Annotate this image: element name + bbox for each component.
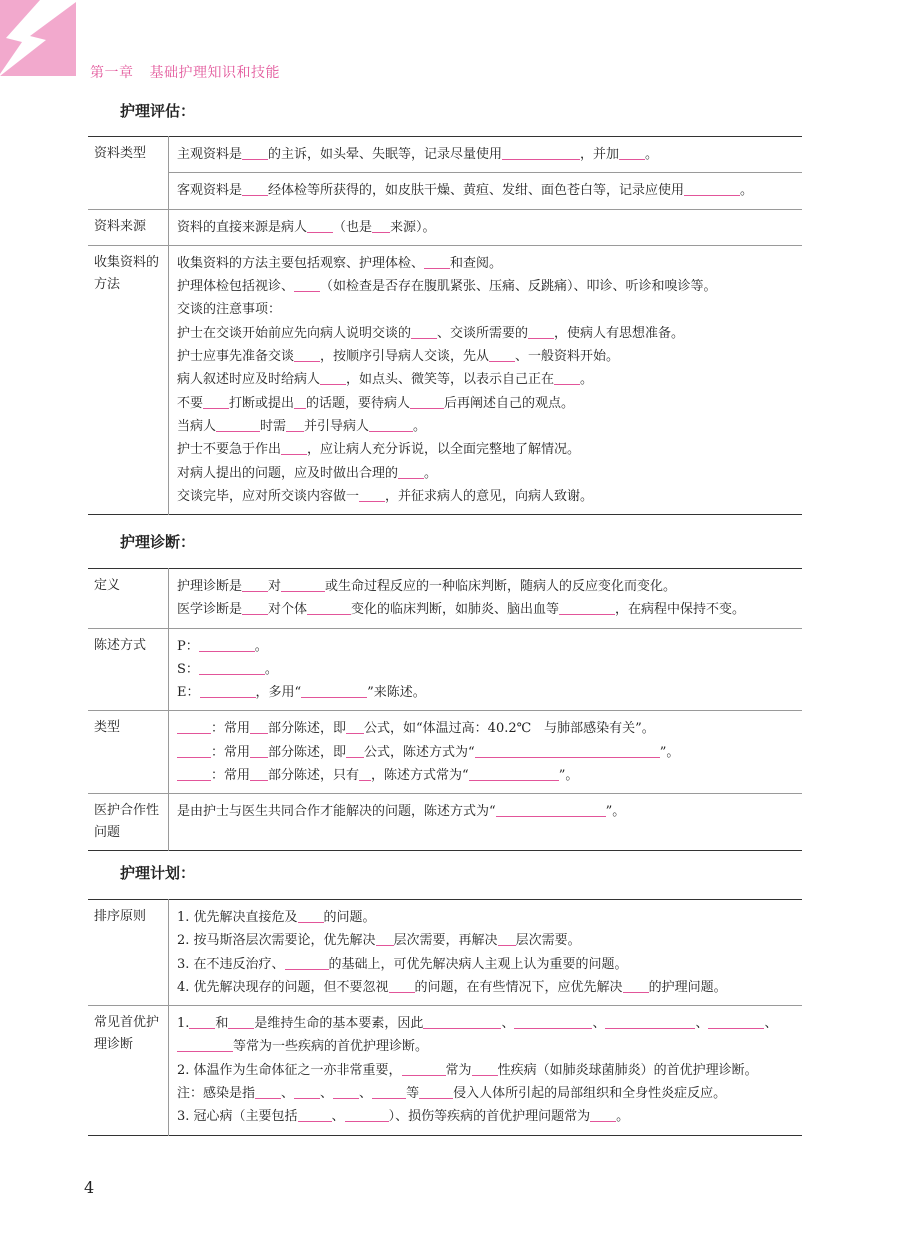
fill-in-blank[interactable] [423, 1013, 501, 1029]
fill-in-blank[interactable] [285, 954, 329, 970]
fill-in-blank[interactable] [199, 659, 265, 675]
fill-in-blank[interactable] [708, 1013, 764, 1029]
fill-in-blank[interactable] [475, 742, 660, 758]
text-line: 1. 优先解决直接危及 的问题。 [177, 906, 794, 929]
row-label: 常见首优护理诊断 [88, 1006, 169, 1135]
row-label: 陈述方式 [88, 628, 169, 711]
fill-in-blank[interactable] [294, 346, 320, 362]
text-line: 护理诊断是 对 或生命过程反应的一种临床判断，随病人的反应变化而变化。 [177, 575, 794, 598]
row-content [169, 173, 803, 209]
fill-in-blank[interactable] [489, 346, 515, 362]
row-content [169, 900, 803, 1006]
text-line: 护士不要急于作出 ，应让病人充分诉说，以全面完整地了解情况。 [177, 438, 794, 461]
fill-in-blank[interactable] [419, 1083, 453, 1099]
text-line: 2. 体温作为生命体征之一亦非常重要， 常为 性疾病（如肺炎球菌肺炎）的首优护理诊断。 [177, 1059, 794, 1082]
text-line: 注：感染是指 、 、 、 等 侵入人体所引起的局部组织和全身性炎症反应。 [177, 1082, 794, 1105]
text-line: 等常为一些疾病的首优护理诊断。 [177, 1035, 794, 1058]
diagnosis-table [88, 568, 802, 851]
text-line: ：常用 部分陈述，只有 ，陈述方式常为“ ”。 [177, 764, 794, 787]
fill-in-blank[interactable] [590, 1106, 616, 1122]
fill-in-blank[interactable] [189, 1013, 215, 1029]
fill-in-blank[interactable] [307, 599, 351, 615]
chapter-heading [90, 62, 280, 82]
row-content [169, 1006, 803, 1135]
text-line: 3. 冠心病（主要包括 、 ）、损伤等疾病的首优护理问题常为 。 [177, 1105, 794, 1128]
text-line: S： 。 [177, 658, 794, 681]
table-row [88, 137, 802, 173]
fill-in-blank[interactable] [376, 930, 394, 946]
row-label: 收集资料的方法 [88, 245, 169, 514]
fill-in-blank[interactable] [410, 393, 444, 409]
diagnosis-title: 护理诊断： [120, 533, 196, 551]
fill-in-blank[interactable] [472, 1060, 498, 1076]
fill-in-blank[interactable] [301, 682, 367, 698]
table-row [88, 173, 802, 209]
row-content [169, 245, 803, 514]
fill-in-blank[interactable] [255, 1083, 281, 1099]
fill-in-blank[interactable] [345, 1106, 389, 1122]
fill-in-blank[interactable] [684, 180, 740, 196]
text-line: 收集资料的方法主要包括观察、护理体检、 和查阅。 [177, 252, 794, 275]
fill-in-blank[interactable] [250, 742, 268, 758]
text-line: 病人叙述时应及时给病人 ，如点头、微笑等，以表示自己正在 。 [177, 368, 794, 391]
fill-in-blank[interactable] [372, 1083, 406, 1099]
fill-in-blank[interactable] [372, 217, 390, 233]
text-line: 护士在交谈开始前应先向病人说明交谈的 、交谈所需要的 ，使病人有思想准备。 [177, 322, 794, 345]
fill-in-blank[interactable] [369, 416, 413, 432]
plan-table [88, 899, 802, 1136]
table-row [88, 569, 802, 629]
fill-in-blank[interactable] [242, 599, 268, 615]
fill-in-blank[interactable] [359, 486, 385, 502]
fill-in-blank[interactable] [281, 576, 325, 592]
fill-in-blank[interactable] [177, 765, 211, 781]
fill-in-blank[interactable] [398, 463, 424, 479]
table-row [88, 628, 802, 711]
fill-in-blank[interactable] [359, 765, 371, 781]
row-label: 医护合作性问题 [88, 794, 169, 851]
fill-in-blank[interactable] [242, 576, 268, 592]
fill-in-blank[interactable] [228, 1013, 254, 1029]
row-label: 资料类型 [88, 137, 169, 210]
fill-in-blank[interactable] [502, 144, 580, 160]
fill-in-blank[interactable] [199, 636, 255, 652]
fill-in-blank[interactable] [498, 930, 516, 946]
fill-in-blank[interactable] [469, 765, 559, 781]
row-content [169, 794, 803, 851]
fill-in-blank[interactable] [424, 253, 450, 269]
fill-in-blank[interactable] [402, 1060, 446, 1076]
row-content [169, 569, 803, 629]
table-row [88, 209, 802, 245]
table-row [88, 711, 802, 794]
row-content [169, 711, 803, 794]
fill-in-blank[interactable] [605, 1013, 695, 1029]
text-line: 客观资料是 经体检等所获得的，如皮肤干燥、黄疸、发绀、面色苍白等，记录应使用 。 [177, 179, 794, 202]
text-line: ：常用 部分陈述，即 公式，陈述方式为“ ”。 [177, 741, 794, 764]
fill-in-blank[interactable] [514, 1013, 592, 1029]
page-number: 4 [84, 1178, 95, 1197]
row-label: 排序原则 [88, 900, 169, 1006]
fill-in-blank[interactable] [559, 599, 615, 615]
fill-in-blank[interactable] [200, 682, 256, 698]
row-content [169, 628, 803, 711]
fill-in-blank[interactable] [177, 718, 211, 734]
table-row [88, 245, 802, 514]
fill-in-blank[interactable] [216, 416, 260, 432]
table-row [88, 794, 802, 851]
row-label: 类型 [88, 711, 169, 794]
fill-in-blank[interactable] [294, 393, 306, 409]
fill-in-blank[interactable] [250, 718, 268, 734]
fill-in-blank[interactable] [346, 718, 364, 734]
chapter-corner-icon [0, 0, 76, 76]
text-line: ：常用 部分陈述，即 公式，如“体温过高：40.2℃ 与肺部感染有关”。 [177, 717, 794, 740]
fill-in-blank[interactable] [281, 439, 307, 455]
assessment-table [88, 136, 802, 515]
fill-in-blank[interactable] [623, 977, 649, 993]
fill-in-blank[interactable] [320, 369, 346, 385]
text-line: 交谈的注意事项： [177, 302, 282, 318]
table-row [88, 900, 802, 1006]
text-line: 护理体检包括视诊、 （如检查是否存在腹肌紧张、压痛、反跳痛）、叩诊、听诊和嗅诊等。 [177, 275, 794, 298]
text-line: 医学诊断是 对个体 变化的临床判断，如肺炎、脑出血等 ，在病程中保持不变。 [177, 598, 794, 621]
text-line: 资料的直接来源是病人 （也是 来源）。 [177, 216, 794, 239]
row-label: 资料来源 [88, 209, 169, 245]
fill-in-blank[interactable] [203, 393, 229, 409]
plan-title: 护理计划： [120, 864, 196, 882]
text-line: 对病人提出的问题，应及时做出合理的 。 [177, 462, 794, 485]
fill-in-blank[interactable] [496, 801, 606, 817]
fill-in-blank[interactable] [177, 1036, 233, 1052]
text-line: 4. 优先解决现存的问题，但不要忽视 的问题，在有些情况下，应优先解决 的护理问题。 [177, 976, 794, 999]
fill-in-blank[interactable] [298, 907, 324, 923]
fill-in-blank[interactable] [250, 765, 268, 781]
fill-in-blank[interactable] [177, 742, 211, 758]
fill-in-blank[interactable] [346, 742, 364, 758]
text-line: 3. 在不违反治疗、 的基础上，可优先解决病人主观上认为重要的问题。 [177, 953, 794, 976]
fill-in-blank[interactable] [298, 1106, 332, 1122]
fill-in-blank[interactable] [307, 217, 333, 233]
fill-in-blank[interactable] [242, 180, 268, 196]
fill-in-blank[interactable] [528, 323, 554, 339]
fill-in-blank[interactable] [294, 276, 320, 292]
fill-in-blank[interactable] [619, 144, 645, 160]
text-line: 交谈完毕，应对所交谈内容做一 ，并征求病人的意见，向病人致谢。 [177, 485, 794, 508]
fill-in-blank[interactable] [286, 416, 304, 432]
text-line: 不要 打断或提出 的话题，要待病人 后再阐述自己的观点。 [177, 392, 794, 415]
fill-in-blank[interactable] [333, 1083, 359, 1099]
text-line: 护士应事先准备交谈 ，按顺序引导病人交谈，先从 、一般资料开始。 [177, 345, 794, 368]
text-line: 当病人 时需 并引导病人 。 [177, 415, 794, 438]
text-line: 是由护士与医生共同合作才能解决的问题，陈述方式为“ ”。 [177, 800, 794, 823]
text-line: 主观资料是 的主诉，如头晕、失眠等，记录尽量使用 ，并加 。 [177, 143, 794, 166]
fill-in-blank[interactable] [242, 144, 268, 160]
row-content [169, 209, 803, 245]
chapter-title: 基础护理知识和技能 [149, 65, 280, 81]
row-content [169, 137, 803, 173]
fill-in-blank[interactable] [554, 369, 580, 385]
text-line: 2. 按马斯洛层次需要论，优先解决 层次需要，再解决 层次需要。 [177, 929, 794, 952]
text-line: 1. 和 是维持生命的基本要素，因此 、 、 、 、 [177, 1012, 794, 1035]
fill-in-blank[interactable] [389, 977, 415, 993]
row-label: 定义 [88, 569, 169, 629]
assessment-title: 护理评估： [120, 102, 196, 120]
chapter-number: 第一章 [90, 65, 134, 81]
text-line: P： 。 [177, 635, 794, 658]
text-line: E： ，多用“ ”来陈述。 [177, 681, 794, 704]
table-row [88, 1006, 802, 1135]
fill-in-blank[interactable] [411, 323, 437, 339]
fill-in-blank[interactable] [294, 1083, 320, 1099]
